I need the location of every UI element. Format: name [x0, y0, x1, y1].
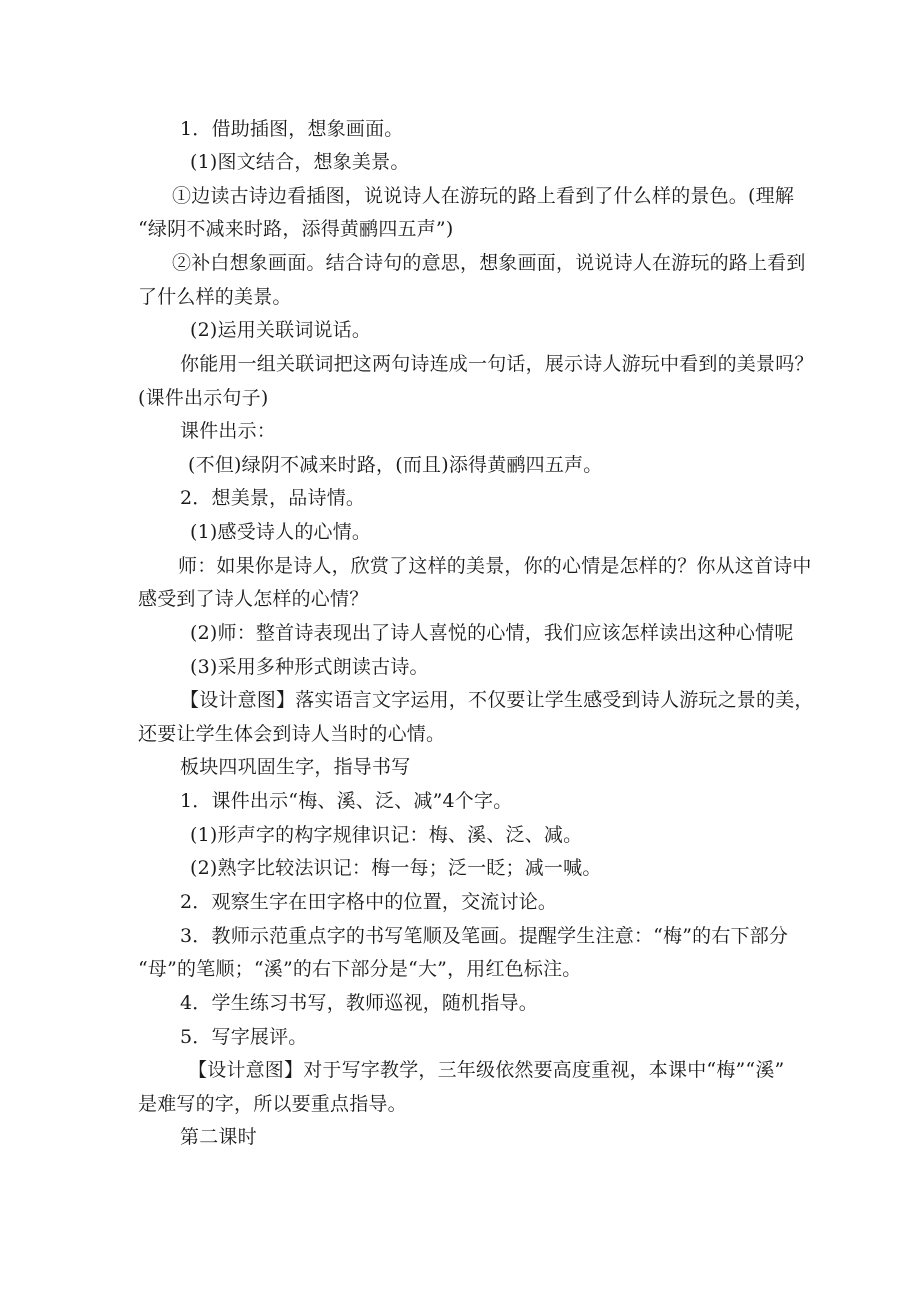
substep-2-2: (2)师：整首诗表现出了诗人喜悦的心情，我们应该怎样读出这种心情呢	[190, 622, 794, 644]
paragraph-line: (课件出示句子)	[138, 387, 269, 409]
step-2-heading: 2．想美景，品诗情。	[180, 487, 366, 509]
paragraph-line: “母”的笔顺；“溪”的右下部分是“大”，用红色标注。	[138, 958, 582, 980]
paragraph-line: 你能用一组关联词把这两句诗连成一句话，展示诗人游玩中看到的美景吗？	[180, 353, 814, 375]
step-4-heading: 4．学生练习书写，教师巡视，随机指导。	[180, 992, 538, 1014]
substep-2-1: (1)感受诗人的心情。	[190, 521, 372, 543]
paragraph-line: ①边读古诗边看插图，说说诗人在游玩的路上看到了什么样的景色。(理解	[172, 185, 795, 207]
section-heading: 板块四巩固生字，指导书写	[180, 756, 411, 778]
substep-1-1: (1)图文结合，想象美景。	[190, 151, 410, 173]
design-intent-line: 【设计意图】落实语言文字运用，不仅要让学生感受到诗人游玩之景的美，	[180, 689, 814, 711]
substep-1-1: (1)形声字的构字规律识记：梅、溪、泛、减。	[190, 824, 583, 846]
paragraph-line: 还要让学生体会到诗人当时的心情。	[138, 723, 446, 745]
step-1-heading: 1．课件出示“梅、溪、泛、减”4个字。	[180, 790, 513, 812]
step-1-heading: 1．借助插图，想象画面。	[180, 118, 404, 140]
substep-1-2: (2)运用关联词说话。	[190, 319, 372, 341]
paragraph-line: “绿阴不减来时路，添得黄鹂四五声”)	[138, 218, 454, 240]
design-intent-line: 【设计意图】对于写字教学，三年级依然要高度重视，本课中“梅”“溪”	[188, 1059, 785, 1081]
substep-2-3: (3)采用多种形式朗读古诗。	[190, 656, 429, 678]
step-3-heading: 3．教师示范重点字的书写笔顺及笔画。提醒学生注意：“梅”的右下部分	[180, 925, 789, 947]
paragraph-line: 感受到了诗人怎样的心情？	[138, 588, 369, 610]
paragraph-line: 了什么样的美景。	[138, 286, 292, 308]
paragraph-line: 课件出示：	[180, 420, 277, 442]
step-5-heading: 5．写字展评。	[180, 1026, 308, 1048]
paragraph-line: ②补白想象画面。结合诗句的意思，想象画面，说说诗人在游玩的路上看到	[172, 252, 806, 274]
paragraph-line: 师：如果你是诗人，欣赏了这样的美景，你的心情是怎样的？你从这首诗中	[178, 555, 812, 577]
substep-1-2: (2)熟字比较法识记：梅一每；泛一眨；减一喊。	[190, 857, 602, 879]
lesson-heading: 第二课时	[180, 1126, 257, 1148]
paragraph-line: 是难写的字，所以要重点指导。	[138, 1093, 407, 1115]
step-2-heading: 2．观察生字在田字格中的位置，交流讨论。	[180, 891, 558, 913]
paragraph-line: (不但)绿阴不减来时路，(而且)添得黄鹂四五声。	[188, 454, 603, 476]
